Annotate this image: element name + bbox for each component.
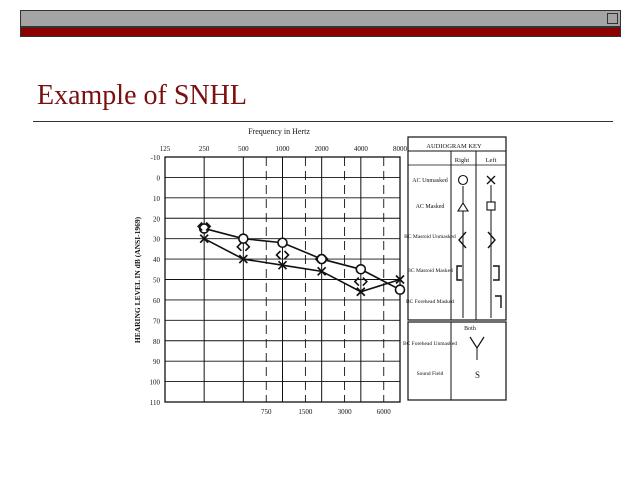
key-symbol-sound-field: S [475, 370, 481, 380]
key-row-bc-forehead-masked: BC Forehead Masked [406, 299, 454, 305]
key-row-ac-masked: AC Masked [415, 204, 445, 210]
y-tick-label: 100 [149, 378, 160, 387]
data-point-bc-right [277, 251, 281, 259]
y-tick-label: 10 [153, 194, 160, 203]
key-row-bc-mastoid-unmasked: BC Mastoid Unmasked [404, 234, 456, 240]
x-tick-label-top: 250 [198, 145, 210, 153]
key-symbol-left-ac-masked [487, 202, 495, 210]
series-line [204, 239, 400, 292]
key-symbol-right-ac-unmasked [459, 176, 468, 185]
y-tick-label: 90 [153, 358, 160, 367]
data-point-circle [396, 285, 405, 294]
key-symbol-left-bc-mastoid-masked [493, 266, 499, 280]
key-row-ac-unmasked: AC Unmasked [412, 178, 448, 184]
key-right-label: Right [454, 157, 470, 164]
x-axis-title: Frequency in Hertz [248, 127, 310, 136]
key-row-bc-mastoid-masked: BC Mastoid Masked [407, 268, 453, 274]
tick-layer [150, 145, 408, 416]
y-tick-label: 70 [153, 317, 160, 326]
key-symbol-right-ac-masked [458, 203, 468, 211]
key-title: AUDIOGRAM KEY [426, 143, 482, 150]
y-tick-label: 50 [153, 276, 160, 285]
y-tick-label: 80 [153, 337, 160, 346]
y-tick-label: 60 [153, 296, 160, 305]
y-tick-label: 0 [156, 174, 160, 183]
data-point-bc-right [237, 243, 241, 251]
key-both-label: Both [464, 326, 476, 332]
data-point-circle [356, 265, 365, 274]
data-point-bc-left [363, 278, 367, 286]
key-symbol-left-bc-forehead-masked [495, 296, 501, 308]
x-tick-label-top: 2000 [314, 145, 329, 153]
key-symbol-both-forehead [470, 337, 484, 348]
x-tick-label-bottom: 750 [260, 408, 272, 416]
slide-title: Example of SNHL [37, 80, 247, 111]
y-tick-label: 110 [149, 399, 160, 407]
x-tick-label-top: 125 [159, 145, 171, 153]
y-tick-label: 40 [153, 256, 160, 265]
data-point-bc-left [245, 243, 249, 251]
data-point-circle [278, 238, 287, 247]
x-tick-label-top: 8000 [393, 145, 407, 153]
key-lower-frame [408, 322, 506, 400]
data-point-bc-left [285, 251, 289, 259]
y-tick-label: 20 [153, 215, 160, 224]
data-point-circle [239, 234, 248, 243]
x-tick-label-top: 1000 [275, 145, 290, 153]
y-tick-label: -10 [150, 154, 160, 162]
x-tick-label-top: 4000 [353, 145, 368, 153]
x-tick-label-top: 500 [238, 145, 249, 153]
key-row-bc-forehead-unmasked: BC Forehead Unmasked [402, 341, 458, 347]
y-axis-title: HEARING LEVEL IN dB (ANSI-1969) [133, 216, 142, 344]
x-tick-label-bottom: 1500 [298, 408, 313, 416]
y-tick-label: 30 [153, 235, 160, 244]
data-point-bc-right [355, 278, 359, 286]
audiogram-key [403, 137, 506, 400]
key-row-sound-field: Sound Field [416, 371, 444, 377]
key-symbol-right-bc-mastoid-masked [457, 266, 462, 280]
key-left-label: Left [485, 157, 497, 164]
x-tick-label-bottom: 3000 [337, 408, 352, 416]
x-tick-label-bottom: 6000 [376, 408, 391, 416]
